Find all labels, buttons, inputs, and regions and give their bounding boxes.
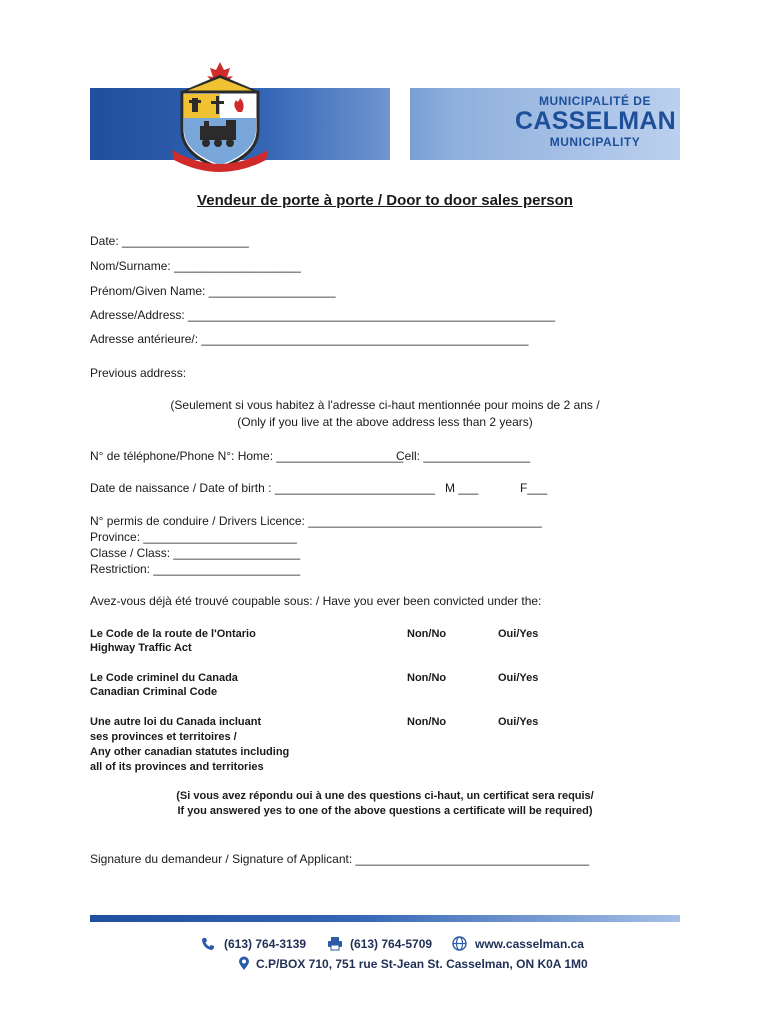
date-of-birth-field[interactable]: Date de naissance / Date of birth : ________________________ xyxy=(90,481,435,495)
logo-line-1: MUNICIPALITÉ DE xyxy=(539,94,651,108)
statute-3-line3: Any other canadian statutes including xyxy=(90,746,290,758)
statute-2-line2: Canadian Criminal Code xyxy=(90,686,218,698)
surname-field[interactable]: Nom/Surname: ___________________ xyxy=(90,259,301,273)
restriction-field[interactable]: Restriction: ______________________ xyxy=(90,562,301,576)
certificate-note-fr: (Si vous avez répondu oui à une des questions ci-haut, un certificat sera requis/ xyxy=(176,790,594,802)
statute-3-yes-option[interactable]: Oui/Yes xyxy=(498,716,539,728)
phone-cell-field[interactable]: Cell: ________________ xyxy=(396,449,531,463)
statute-1-no-option[interactable]: Non/No xyxy=(407,628,447,640)
previous-address-field[interactable]: Adresse antérieure/: _________________________________________________ xyxy=(90,332,529,346)
statute-3-line4: all of its provinces and territories xyxy=(90,761,264,773)
municipality-logo-text xyxy=(515,94,675,149)
footer-website[interactable]: www.casselman.ca xyxy=(475,937,584,951)
casselman-crest-logo xyxy=(170,60,270,175)
address-field[interactable]: Adresse/Address: _______________________________________________________ xyxy=(90,308,556,322)
statute-2-yes-option[interactable]: Oui/Yes xyxy=(498,672,539,684)
given-name-field[interactable]: Prénom/Given Name: ___________________ xyxy=(90,284,336,298)
date-field[interactable]: Date: ___________________ xyxy=(90,234,249,248)
certificate-note-en: If you answered yes to one of the above questions a certificate will be required) xyxy=(177,805,593,817)
class-field[interactable]: Classe / Class: ___________________ xyxy=(90,546,301,560)
footer-fax: (613) 764-5709 xyxy=(350,937,433,951)
statute-2-no-option[interactable]: Non/No xyxy=(407,672,447,684)
previous-address-note-en: (Only if you live at the above address less than 2 years) xyxy=(237,415,533,429)
phone-icon xyxy=(201,937,215,951)
logo-line-3: MUNICIPALITY xyxy=(549,135,641,149)
sex-male-field[interactable]: M ___ xyxy=(445,481,479,495)
statute-2-line1: Le Code criminel du Canada xyxy=(90,672,238,684)
fax-printer-icon xyxy=(327,936,343,951)
location-pin-icon xyxy=(238,956,250,971)
drivers-licence-field[interactable]: N° permis de conduire / Drivers Licence: ___________________________________ xyxy=(90,514,542,528)
globe-icon xyxy=(452,936,467,951)
convicted-question: Avez-vous déjà été trouvé coupable sous: / Have you ever been convicted under the: xyxy=(90,594,542,608)
logo-line-2: CASSELMAN xyxy=(515,107,677,135)
statute-3-line2: ses provinces et territoires / xyxy=(90,731,237,743)
statute-3-no-option[interactable]: Non/No xyxy=(407,716,447,728)
footer-address: C.P/BOX 710, 751 rue St-Jean St. Casselman, ON K0A 1M0 xyxy=(256,957,588,971)
signature-field[interactable]: Signature du demandeur / Signature of Applicant: ___________________________________ xyxy=(90,852,590,866)
footer-phone: (613) 764-3139 xyxy=(224,937,307,951)
form-title: Vendeur de porte à porte / Door to door sales person xyxy=(197,192,573,209)
province-field[interactable]: Province: _______________________ xyxy=(90,530,297,544)
letterhead xyxy=(0,0,770,190)
statute-3-line1: Une autre loi du Canada incluant xyxy=(90,716,262,728)
footer-band xyxy=(90,915,680,922)
statute-1-line1: Le Code de la route de l'Ontario xyxy=(90,628,256,640)
statute-1-yes-option[interactable]: Oui/Yes xyxy=(498,628,539,640)
previous-address-note-fr: (Seulement si vous habitez à l'adresse ci-haut mentionnée pour moins de 2 ans / xyxy=(170,398,600,412)
sex-female-field[interactable]: F___ xyxy=(520,481,548,495)
previous-address-label: Previous address: xyxy=(90,366,187,380)
phone-home-field[interactable]: N° de téléphone/Phone N°: Home: ___________________ xyxy=(90,449,404,463)
statute-1-line2: Highway Traffic Act xyxy=(90,642,192,654)
